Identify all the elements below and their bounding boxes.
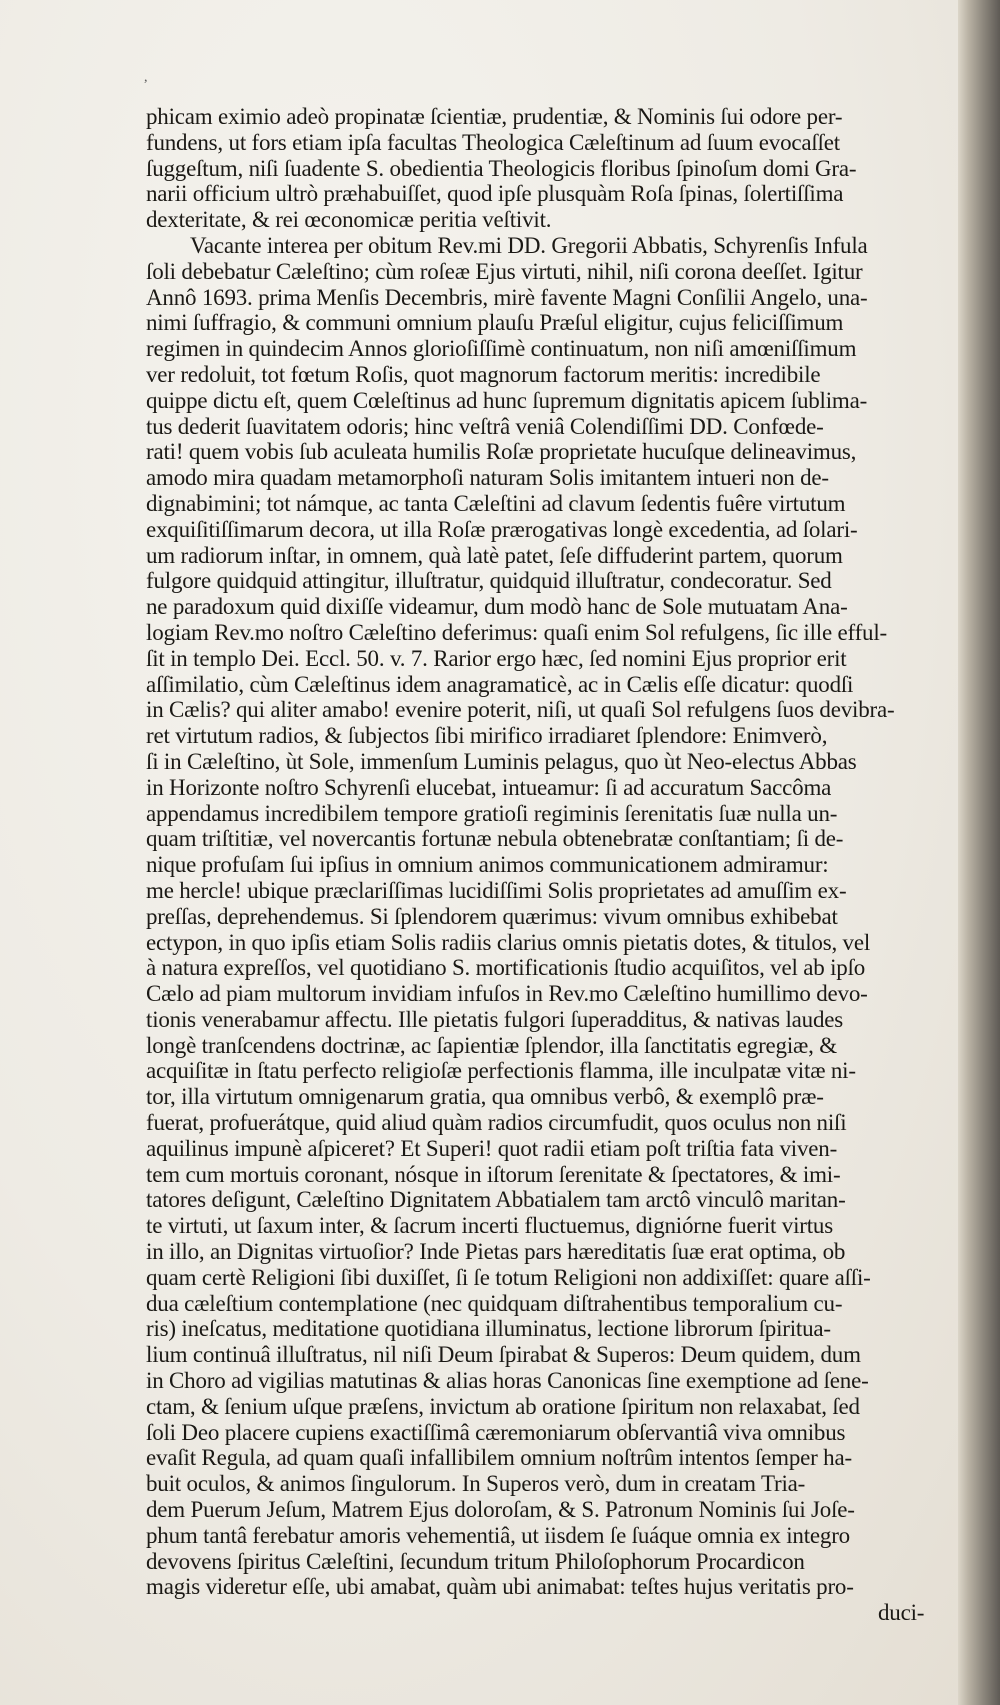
text-line: ſi in Cæleſtino, ùt Sole, immenſum Luminis pelagus, quo ùt Neo-electus Abbas <box>146 748 857 774</box>
text-line: ne paradoxum quid dixiſſe videamur, dum modò hanc de Sole mutuatam Ana- <box>146 594 848 620</box>
text-line: ret virtutum radios, & ſubjectos ſibi mirifico irradiaret ſplendore: Enimverò, <box>146 723 828 749</box>
text-line: fuerat, profuerátque, quid aliud quàm radios circumfudit, quos oculus non niſi <box>146 1110 847 1136</box>
text-line: quam triſtitiæ, vel novercantis fortunæ nebula obtenebratæ conſtantiam; ſi de- <box>146 826 844 852</box>
text-line: ris) ineſcatus, meditatione quotidiana illuminatus, lectione librorum ſpiritua- <box>146 1316 831 1342</box>
text-line: tionis venerabamur affectu. Ille pietatis fulgori ſuperadditus, & nativas laudes <box>146 1006 844 1032</box>
text-line: lium continuâ illuſtratus, nil niſi Deum ſpirabat & Superos: Deum quidem, dum <box>146 1342 861 1368</box>
text-line: exquiſitiſſimarum decora, ut illa Roſæ prærogativas longè excedentia, ad ſolari- <box>146 516 858 542</box>
catchword: duci- <box>878 1600 925 1626</box>
text-line: buit oculos, & animos ſingulorum. In Superos verò, dum in creatam Tria- <box>146 1471 806 1497</box>
text-line: appendamus incredibilem tempore gratioſi regiminis ſerenitatis ſuæ nulla un- <box>146 800 838 826</box>
text-line: in Choro ad vigilias matutinas & alias horas Canonicas ſine exemptione ad ſene- <box>146 1368 869 1394</box>
text-line: preſſas, deprehendemus. Si ſplendorem quærimus: vivum omnibus exhibebat <box>146 903 838 929</box>
text-line: dexteritate, & rei œconomicæ peritia veſtivit. <box>146 207 552 233</box>
text-line: narii officium ultrò præhabuiſſet, quod ipſe plusquàm Roſa ſpinas, ſolertiſſima <box>146 181 844 207</box>
text-line: logiam Rev.mo noſtro Cæleſtino deferimus: quaſi enim Sol refulgens, ſic ille efful- <box>146 619 887 645</box>
text-line: ſoli debebatur Cæleſtino; cùm roſeæ Ejus virtuti, nihil, niſi corona deeſſet. Igitur <box>146 258 863 284</box>
text-line: phum tantâ ferebatur amoris vehementiâ, ut iisdem ſe ſuáque omnia ex integro <box>146 1522 850 1548</box>
text-line: in Horizonte noſtro Schyrenſi elucebat, intueamur: ſi ad accuratum Saccôma <box>146 774 832 800</box>
text-line: quippe dictu eſt, quem Cœleſtinus ad hunc ſupremum dignitatis apicem ſublima- <box>146 387 868 413</box>
text-line: fundens, ut fors etiam ipſa facultas Theologica Cæleſtinum ad ſuum evocaſſet <box>146 129 840 155</box>
text-line: tus dederit ſuavitatem odoris; hinc veſtrâ veniâ Colendiſſimi DD. Confœde- <box>146 413 824 439</box>
text-line: ſit in templo Dei. Eccl. 50. v. 7. Rarior ergo hæc, ſed nomini Ejus proprior erit <box>146 645 847 671</box>
text-line: evaſit Regula, ad quam quaſi infallibilem omnium noſtrûm intentos ſemper ha- <box>146 1445 852 1471</box>
text-line: amodo mira quadam metamorphoſi naturam Solis imitantem intueri non de- <box>146 465 829 491</box>
text-line: dem Puerum Jeſum, Matrem Ejus doloroſam, & S. Patronum Nominis ſui Joſe- <box>146 1497 855 1523</box>
text-line: Cælo ad piam multorum invidiam infuſos in Rev.mo Cæleſtino humillimo devo- <box>146 981 868 1007</box>
text-line: in illo, an Dignitas virtuoſior? Inde Pietas pars hæreditatis ſuæ erat optima, ob <box>146 1239 846 1265</box>
text-line: nimi ſuffragio, & communi omnium plauſu Præſul eligitur, cujus feliciſſimum <box>146 310 844 336</box>
text-line: ectypon, in quo ipſis etiam Solis radiis clarius omnis pietatis dotes, & titulos, vel <box>146 929 871 955</box>
text-line: ſoli Deo placere cupiens exactiſſimâ cæremoniarum obſervantiâ viva omnibus <box>146 1419 846 1445</box>
text-line: aſſimilatio, cùm Cæleſtinus idem anagramaticè, ac in Cælis eſſe dicatur: quodſi <box>146 671 854 697</box>
text-line: te virtuti, ut ſaxum inter, & ſacrum incerti fluctuemus, digniórne fuerit virtus <box>146 1213 833 1239</box>
text-line: ſuggeſtum, niſi ſuadente S. obedientia Theologicis floribus ſpinoſum domi Gra- <box>146 155 857 181</box>
text-line: longè tranſcendens doctrinæ, ac ſapientiæ ſplendor, illa ſanctitatis egregiæ, & <box>146 1032 837 1058</box>
text-line: magis videretur eſſe, ubi amabat, quàm ubi animabat: teſtes hujus veritatis pro- <box>146 1574 854 1600</box>
text-line: Vacante interea per obitum Rev.mi DD. Gregorii Abbatis, Schyrenſis Infula <box>190 232 868 258</box>
text-line: quam certè Religioni ſibi duxiſſet, ſi ſe totum Religioni non addixiſſet: quare aſſi- <box>146 1264 871 1290</box>
text-line: phicam eximio adeò propinatæ ſcientiæ, prudentiæ, & Nominis ſui odore per- <box>146 104 843 129</box>
text-line: me hercle! ubique præclariſſimas lucidiſſimi Solis proprietates ad amuſſim ex- <box>146 877 847 903</box>
text-line: ctam, & ſenium uſque præſens, invictum ab oratione ſpiritum non relaxabat, ſed <box>146 1393 860 1419</box>
text-line: à natura expreſſos, vel quotidiano S. mortificationis ſtudio acquiſitos, vel ab ipſo <box>146 955 866 981</box>
page-mark: , <box>144 70 148 85</box>
text-block <box>146 104 962 1626</box>
text-line: devovens ſpiritus Cæleſtini, ſecundum tritum Philoſophorum Procardicon <box>146 1548 805 1574</box>
text-line: Annô 1693. prima Menſis Decembris, mirè favente Magni Conſilii Angelo, una- <box>146 284 868 310</box>
text-line: tem cum mortuis coronant, nósque in iſtorum ſerenitate & ſpectatores, & imi- <box>146 1161 841 1187</box>
text-line: acquiſitæ in ſtatu perfecto religioſæ perfectionis flamma, ille inculpatæ vitæ ni- <box>146 1058 856 1084</box>
text-line: nique profuſam ſui ipſius in omnium animos communicationem admiramur: <box>146 852 829 878</box>
text-line: dua cæleſtium contemplatione (nec quidquam diſtrahentibus temporalium cu- <box>146 1290 843 1316</box>
text-line: regimen in quindecim Annos glorioſiſſimè continuatum, non niſi amœniſſimum <box>146 336 857 362</box>
book-gutter <box>958 0 1000 1705</box>
text-line: rati! quem vobis ſub aculeata humilis Roſæ proprietate hucuſque delineavimus, <box>146 439 857 465</box>
text-line: dignabimini; tot námque, ac tanta Cæleſtini ad clavum ſedentis fuêre virtutum <box>146 490 846 516</box>
text-line: ver redoluit, tot fœtum Roſis, quot magnorum factorum meritis: incredibile <box>146 361 821 387</box>
text-line: fulgore quidquid attingitur, illuſtratur, quidquid illuſtratur, condecoratur. Sed <box>146 568 832 594</box>
text-line: aquilinus impunè aſpiceret? Et Superi! quot radii etiam poſt triſtia fata viven- <box>146 1135 838 1161</box>
text-line: in Cælis? qui aliter amabo! evenire poterit, niſi, ut quaſi Sol refulgens ſuos devibra- <box>146 697 895 723</box>
text-line: tor, illa virtutum omnigenarum gratia, qua omnibus verbô, & exemplô præ- <box>146 1084 824 1110</box>
text-line: um radiorum inſtar, in omnem, quà latè patet, ſeſe diffuderint partem, quorum <box>146 542 843 568</box>
text-line: tatores deſigunt, Cæleſtino Dignitatem Abbatialem tam arctô vinculô maritan- <box>146 1187 846 1213</box>
